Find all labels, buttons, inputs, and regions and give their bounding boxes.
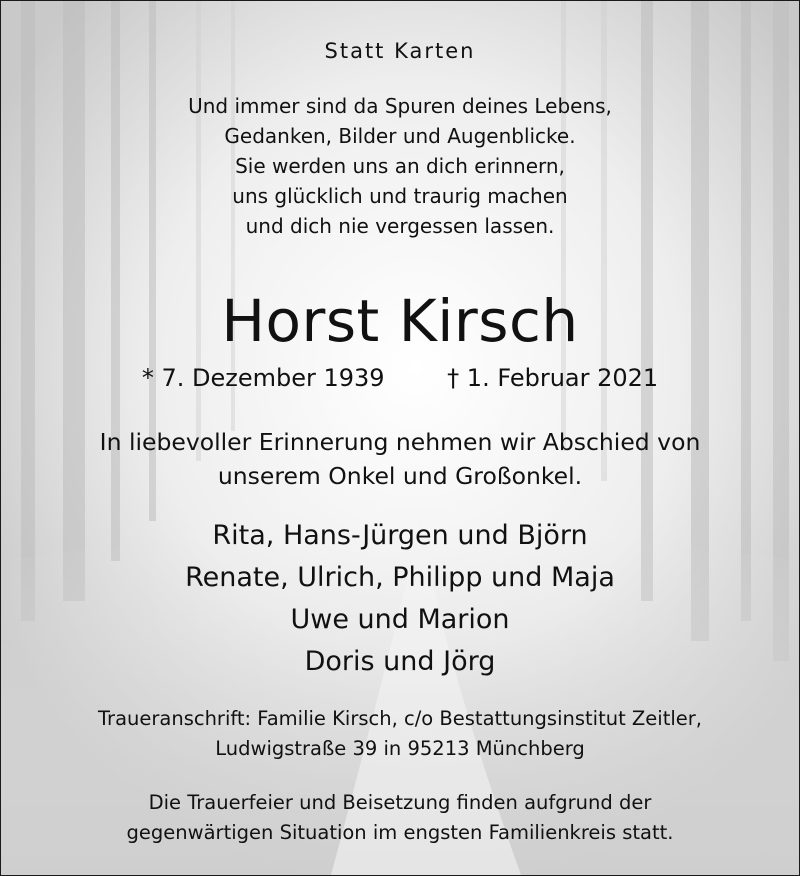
notice-text — [1, 1, 799, 875]
intro-heading: Statt Karten — [324, 39, 476, 63]
poem-line: Gedanken, Bilder und Augenblicke. — [224, 124, 576, 148]
farewell-message — [1, 425, 799, 493]
mourner-entry: Doris und Jörg — [304, 646, 496, 677]
life-dates — [1, 364, 799, 392]
mourner-entry: Renate, Ulrich, Philipp und Maja — [185, 562, 615, 593]
ceremony-line: gegenwärtigen Situation im engsten Familienkreis statt. — [126, 821, 674, 844]
mourner-entry: Uwe und Marion — [290, 604, 510, 635]
poem-line: Und immer sind da Spuren deines Lebens, — [188, 94, 612, 118]
ceremony-line: Die Trauerfeier und Beisetzung finden aufgrund der — [148, 791, 652, 814]
memorial-poem — [1, 91, 799, 241]
poem-line: uns glücklich und traurig machen — [232, 184, 568, 208]
mourning-address — [1, 704, 799, 764]
message-line: unserem Onkel und Großonkel. — [217, 462, 583, 490]
birth-date: * 7. Dezember 1939 — [141, 364, 385, 392]
death-date: † 1. Februar 2021 — [447, 364, 659, 392]
ceremony-note — [1, 788, 799, 848]
poem-line: Sie werden uns an dich erinnern, — [235, 154, 565, 178]
mourner-entry: Rita, Hans-Jürgen und Björn — [212, 520, 588, 551]
address-line: Traueranschrift: Familie Kirsch, c/o Bestattungsinstitut Zeitler, — [98, 707, 702, 730]
poem-line: und dich nie vergessen lassen. — [245, 214, 555, 238]
address-line: Ludwigstraße 39 in 95213 Münchberg — [215, 737, 585, 760]
message-line: In liebevoller Erinnerung nehmen wir Abschied von — [99, 428, 701, 456]
deceased-name: Horst Kirsch — [221, 287, 579, 355]
mourners-list — [1, 515, 799, 683]
